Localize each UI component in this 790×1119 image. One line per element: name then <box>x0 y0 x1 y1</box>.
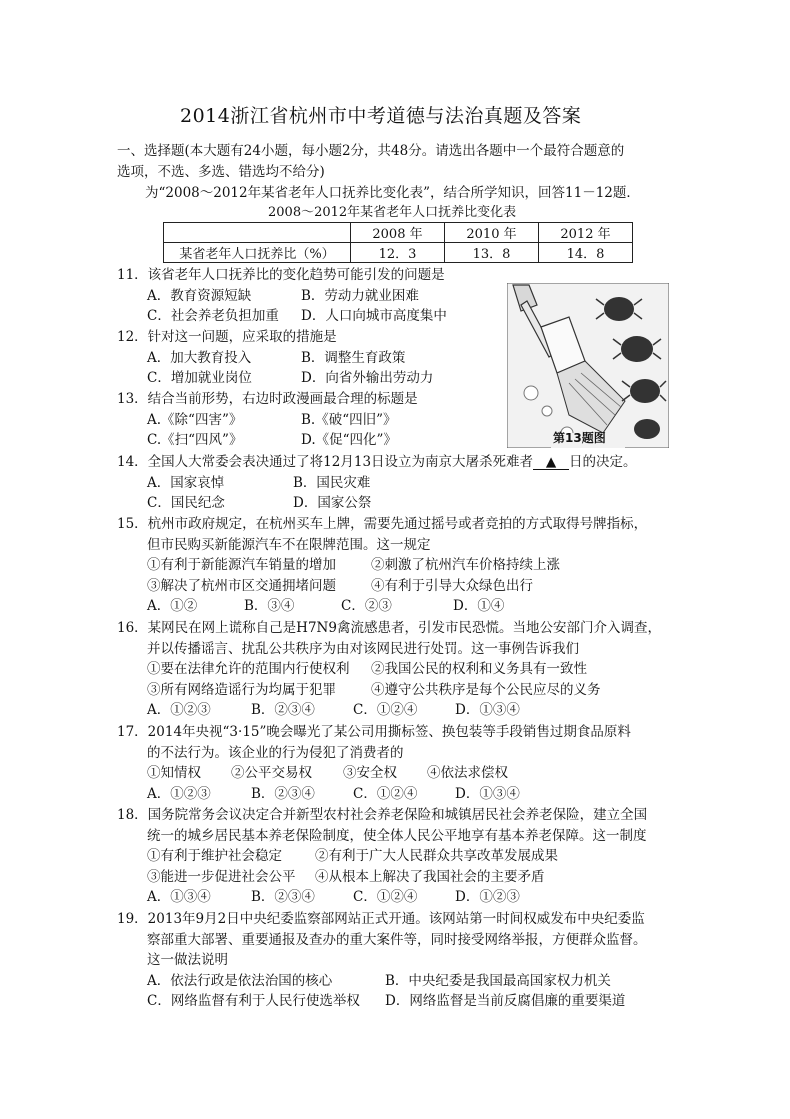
question-16 <box>117 618 677 721</box>
option-b: B．劳动力就业困难 <box>301 287 419 304</box>
question-stem: 15．杭州市政府规定，在杭州买车上牌，需要先通过摇号或者竞拍的方式取得号牌指标， <box>117 516 648 532</box>
option-c: C．①②④ <box>353 785 418 802</box>
option-d: D．①③④ <box>455 785 520 802</box>
statement-2: ②公平交易权 <box>231 765 312 782</box>
option-b: B．中央纪委是我国最高国家权力机关 <box>385 972 611 989</box>
table-caption: 2008～2012年某省老年人口抚养比变化表 <box>268 205 517 220</box>
option-b: B．③④ <box>244 598 295 615</box>
table-intro: 为“2008～2012年某省老年人口抚养比变化表”，结合所学知识，回答11－12题． <box>145 185 640 201</box>
question-18 <box>117 805 677 908</box>
option-a: A．①② <box>147 598 198 615</box>
option-b: B.《破“四旧”》 <box>301 411 397 428</box>
statement-4: ④遵守公共秩序是每个公民应尽的义务 <box>371 681 601 698</box>
question-stem: 19．2013年9月2日中央纪委监察部网站正式开通。该网站第一时间权威发布中央纪委监 <box>117 911 645 927</box>
question-stem-cont: 但市民购买新能源汽车不在限牌范围。这一规定 <box>147 536 431 553</box>
question-stem: 16．某网民在网上谎称自己是H7N9禽流感患者，引发市民恐慌。当地公安部门介入调查， <box>117 620 661 636</box>
option-d: D．①③④ <box>455 702 520 719</box>
option-d: D．人口向城市高度集中 <box>301 308 447 325</box>
option-d: D．国家公祭 <box>293 495 372 512</box>
question-stem-end: 日的决定。 <box>569 454 637 470</box>
option-a: A．国家哀悼 <box>147 474 225 491</box>
option-c: C．①②④ <box>353 702 418 719</box>
question-stem: 13．结合当前形势，右边时政漫画最合理的标题是 <box>117 391 418 407</box>
statement-1: ①有利于新能源汽车销量的增加 <box>147 557 336 574</box>
option-a: A．①②③ <box>147 785 211 802</box>
statement-2: ②刺激了杭州汽车价格持续上涨 <box>371 557 560 574</box>
question-stem-cont: 并以传播谣言、扰乱公共秩序为由对该网民进行处罚。这一事例告诉我们 <box>147 640 579 657</box>
option-d: D.《促“四化”》 <box>301 432 397 449</box>
question-11 <box>117 265 677 327</box>
option-a: A．①③④ <box>147 889 211 906</box>
statement-3: ③安全权 <box>343 765 397 782</box>
option-c: C．社会养老负担加重 <box>147 308 279 325</box>
table-row-label: 某省老年人口抚养比（%） <box>164 243 351 263</box>
option-a: A.《除“四害”》 <box>147 411 243 428</box>
option-b: B．②③④ <box>251 889 315 906</box>
page-title: 2014浙江省杭州市中考道德与法治真题及答案 <box>180 105 582 127</box>
option-c: C．②③ <box>341 598 392 615</box>
option-c: C．①②④ <box>353 889 418 906</box>
table-header-row <box>164 223 633 243</box>
option-d: D．网络监督是当前反腐倡廉的重要渠道 <box>385 993 626 1010</box>
statement-1: ①有利于维护社会稳定 <box>147 848 282 865</box>
table-header-2010: 2010 年 <box>445 223 539 243</box>
statement-1: ①知情权 <box>147 765 201 782</box>
cartoon-caption: 第13题图 <box>553 431 606 445</box>
option-a: A．教育资源短缺 <box>147 287 252 304</box>
question-stem: 18．国务院常务会议决定合并新型农村社会养老保险和城镇居民社会养老保险，建立全国 <box>117 807 648 823</box>
statement-4: ④依法求偿权 <box>427 765 508 782</box>
option-b: B．调整生育政策 <box>301 349 406 366</box>
statement-2: ②有利于广大人民群众共享改革发展成果 <box>315 848 558 865</box>
question-stem-cont: 的不法行为。该企业的行为侵犯了消费者的 <box>147 744 404 761</box>
question-stem-cont: 察部重大部署、重要通报及查办的重大案件等，同时接受网络举报，方便群众监督。 <box>147 931 647 948</box>
question-stem-cont-2: 这一做法说明 <box>147 952 228 969</box>
option-c: C.《扫“四风”》 <box>147 432 243 449</box>
question-stem: 14．全国人大常委会表决通过了将12月13日设立为南京大屠杀死难者 <box>117 454 534 470</box>
option-c: C．增加就业岗位 <box>147 370 252 387</box>
statement-2: ②我国公民的权利和义务具有一致性 <box>371 661 587 678</box>
option-d: D．①④ <box>453 598 505 615</box>
table-row <box>164 243 633 263</box>
question-17 <box>117 722 677 804</box>
statement-1: ①要在法律允许的范围内行使权利 <box>147 661 350 678</box>
question-14 <box>117 452 677 514</box>
option-b: B．②③④ <box>251 702 315 719</box>
question-stem: 11．该省老年人口抚养比的变化趋势可能引发的问题是 <box>117 267 445 283</box>
table-cell-2010: 13．8 <box>445 243 539 263</box>
question-stem: 17．2014年央视“3·15”晚会曝光了某公司用撕标签、换包装等手段销售过期食品原料 <box>117 724 631 740</box>
question-stem: 12．针对这一问题，应采取的措施是 <box>117 329 337 345</box>
answer-blank: ▲ <box>533 455 569 470</box>
question-12 <box>117 327 677 389</box>
statement-4: ④有利于引导大众绿色出行 <box>371 577 533 594</box>
option-c: C．网络监督有利于人民行使选举权 <box>147 993 360 1010</box>
question-13 <box>117 389 677 451</box>
statement-3: ③所有网络造谣行为均属于犯罪 <box>147 681 336 698</box>
option-b: B．国民灾难 <box>293 474 371 491</box>
ratio-table <box>163 222 633 263</box>
section-heading-cont: 选项，不选、多选、错选均不给分) <box>117 164 325 180</box>
table-cell-2012: 14．8 <box>539 243 633 263</box>
statement-4: ④从根本上解决了我国社会的主要矛盾 <box>315 868 545 885</box>
option-a: A．依法行政是依法治国的核心 <box>147 972 333 989</box>
option-a: A．①②③ <box>147 702 211 719</box>
question-15 <box>117 514 677 617</box>
statement-3: ③能进一步促进社会公平 <box>147 868 296 885</box>
statement-3: ③解决了杭州市区交通拥堵问题 <box>147 577 336 594</box>
question-stem-cont: 统一的城乡居民基本养老保险制度，使全体人民公平地享有基本养老保障。这一制度 <box>147 827 647 844</box>
option-b: B．②③④ <box>251 785 315 802</box>
table-header-blank <box>164 223 351 243</box>
option-a: A．加大教育投入 <box>147 349 252 366</box>
table-header-2008: 2008 年 <box>351 223 445 243</box>
section-heading: 一、选择题(本大题有24小题，每小题2分，共48分。请选出各题中一个最符合题意的 <box>117 143 625 159</box>
question-19 <box>117 909 677 1012</box>
option-c: C．国民纪念 <box>147 495 225 512</box>
option-d: D．①②③ <box>455 889 520 906</box>
table-cell-2008: 12．3 <box>351 243 445 263</box>
table-header-2012: 2012 年 <box>539 223 633 243</box>
option-d: D．向省外输出劳动力 <box>301 370 434 387</box>
